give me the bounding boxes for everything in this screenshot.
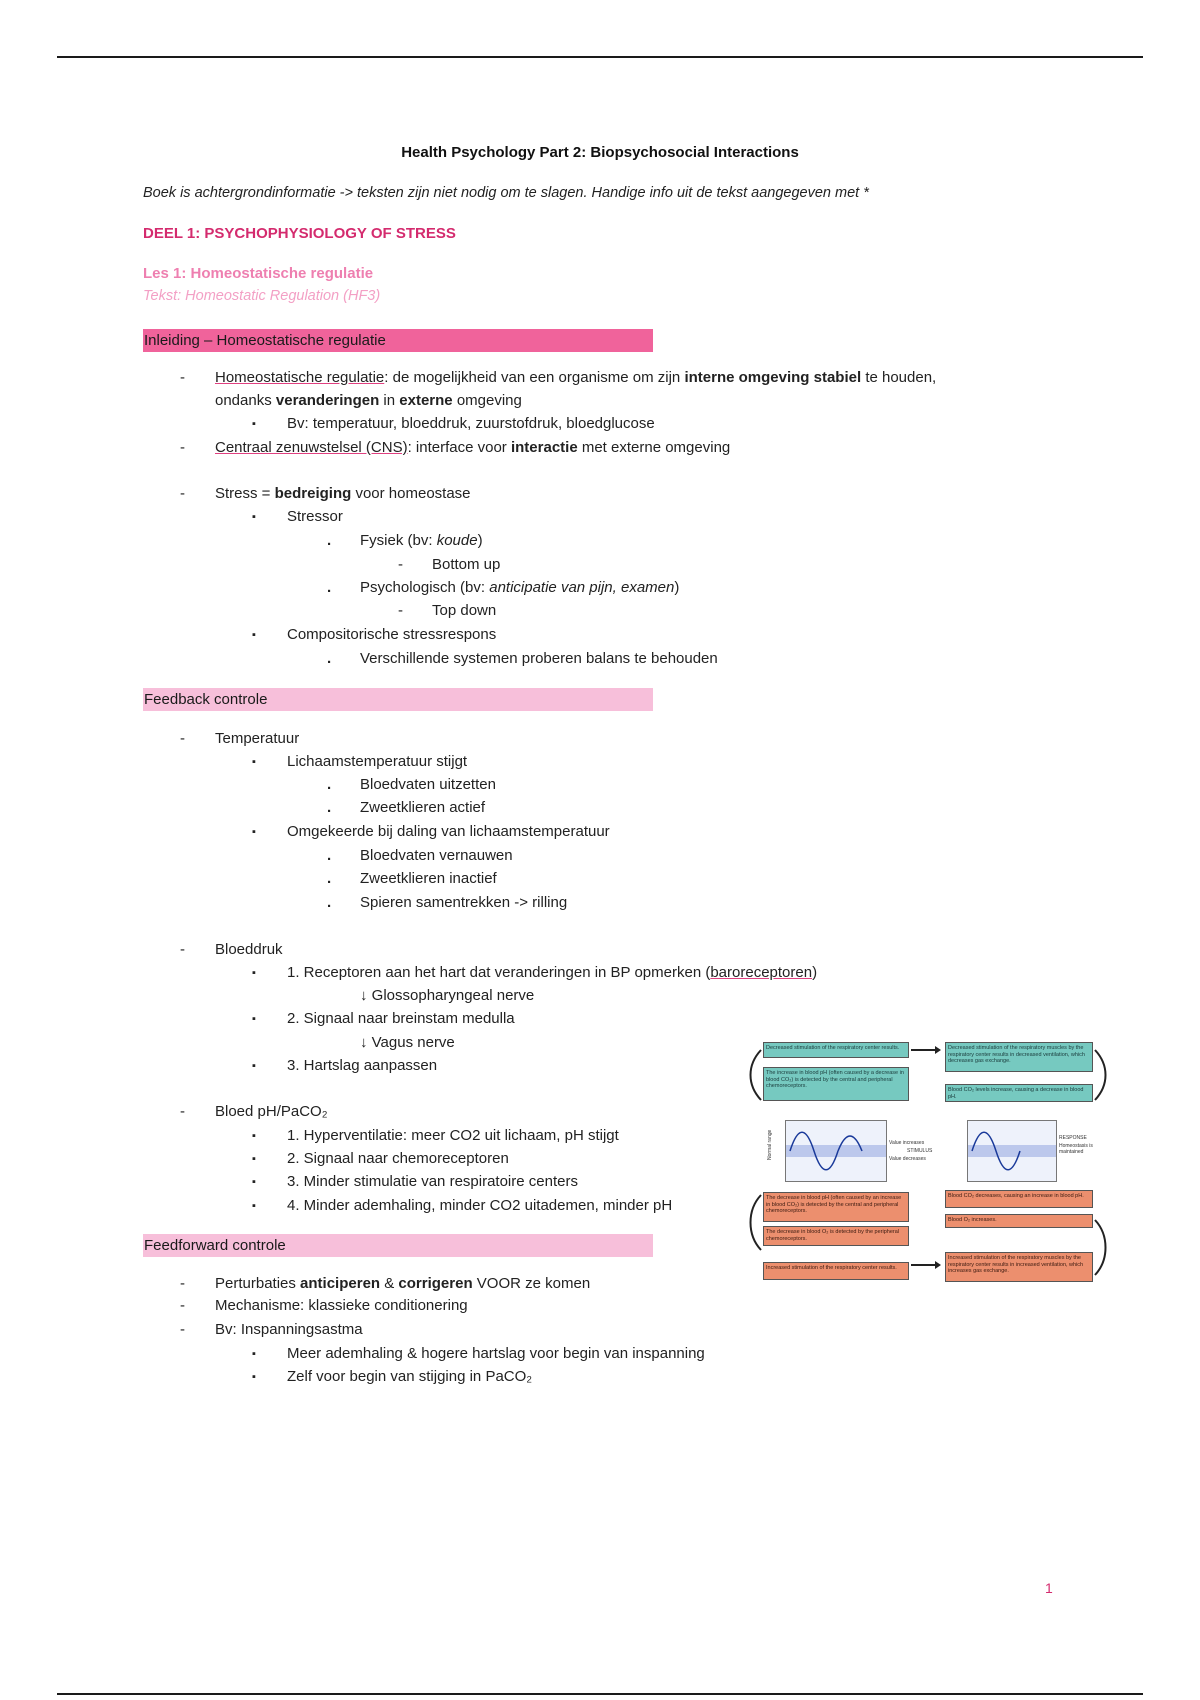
page-title: Health Psychology Part 2: Biopsychosocial Interactions <box>401 144 799 161</box>
fig-stimulus-label: STIMULUS <box>907 1148 933 1154</box>
top-down-item: Top down <box>432 602 497 619</box>
small-dash-marker: - <box>398 556 403 573</box>
bottom-rule <box>57 1693 1143 1695</box>
fig-box-orange-3: Increased stimulation of the respiratory center results. <box>763 1262 909 1280</box>
actief-item: Zweetklieren actief <box>360 799 486 816</box>
paco2-item: Zelf voor begin van stijging in PaCO₂ <box>287 1368 533 1385</box>
top-rule <box>57 56 1143 58</box>
fig-graph-right <box>967 1120 1057 1182</box>
ph2-item: 2. Signaal naar chemoreceptoren <box>287 1150 509 1167</box>
square-marker: ▪ <box>252 826 256 838</box>
example-item: Bv: temperatuur, bloeddruk, zuurstofdruk, bloedglucose <box>287 415 655 432</box>
dot-marker: . <box>327 870 332 887</box>
fig-box-teal-3: Decreased stimulation of the respiratory muscles by the respiratory center results in decreased ventilation, which decreases gas exchange. <box>945 1042 1093 1072</box>
omgekeerde-item: Omgekeerde bij daling van lichaamstemperatuur <box>287 823 610 840</box>
fig-box-orange-4: Blood CO₂ decreases, causing an increase in blood pH. <box>945 1190 1093 1208</box>
dot-marker: . <box>327 650 332 667</box>
ph1-item: 1. Hyperventilatie: meer CO2 uit lichaam, pH stijgt <box>287 1127 619 1144</box>
vagus-item: ↓ Vagus nerve <box>360 1034 455 1051</box>
fig-normal-range-label: Normal range <box>767 1129 773 1160</box>
fig-box-teal-2: The increase in blood pH (often caused by a decrease in blood CO₂) is detected by the central and peripheral chemoreceptors. <box>763 1067 909 1101</box>
dash-marker: - <box>180 485 185 502</box>
dash-marker: - <box>180 1321 185 1338</box>
fig-box-orange-1: The decrease in blood pH (often caused by an increase in blood CO₂) is detected by the central and peripheral chemoreceptors. <box>763 1192 909 1222</box>
ph4-item: 4. Minder ademhaling, minder CO2 uitademen, minder pH <box>287 1197 673 1214</box>
dot-marker: . <box>327 799 332 816</box>
stijgt-item: Lichaamstemperatuur stijgt <box>287 753 468 770</box>
dash-marker: - <box>180 941 185 958</box>
mechanisme-item: Mechanisme: klassieke conditionering <box>215 1297 468 1314</box>
dash-marker: - <box>180 369 185 386</box>
section-feedback: Feedback controle <box>143 688 653 711</box>
fig-box-orange-5: Blood O₂ increases. <box>945 1214 1093 1228</box>
inactief-item: Zweetklieren inactief <box>360 870 497 887</box>
square-marker: ▪ <box>252 1153 256 1165</box>
vernauwen-item: Bloedvaten vernauwen <box>360 847 513 864</box>
square-marker: ▪ <box>252 967 256 979</box>
dash-marker: - <box>180 730 185 747</box>
small-dash-marker: - <box>398 602 403 619</box>
inspanningsastma-item: Bv: Inspanningsastma <box>215 1321 363 1338</box>
square-marker: ▪ <box>252 1176 256 1188</box>
perturbaties-item: Perturbaties anticiperen & corrigeren VOOR ze komen <box>215 1275 591 1292</box>
square-marker: ▪ <box>252 1348 256 1360</box>
square-marker: ▪ <box>252 1130 256 1142</box>
dot-marker: . <box>327 847 332 864</box>
dot-marker: . <box>327 894 332 911</box>
square-marker: ▪ <box>252 1060 256 1072</box>
dash-marker: - <box>180 1103 185 1120</box>
fig-box-orange-6: Increased stimulation of the respiratory muscles by the respiratory center results in increased ventilation, which increases gas exchange. <box>945 1252 1093 1282</box>
fig-box-orange-2: The decrease in blood O₂ is detected by the peripheral chemoreceptors. <box>763 1226 909 1246</box>
ph3-item: 3. Minder stimulatie van respiratoire centers <box>287 1173 578 1190</box>
bp3-item: 3. Hartslag aanpassen <box>287 1057 438 1074</box>
compos-item: Compositorische stressrespons <box>287 626 497 643</box>
stressor-item: Stressor <box>287 508 343 525</box>
square-marker: ▪ <box>252 1013 256 1025</box>
section-feedforward: Feedforward controle <box>143 1234 653 1257</box>
homeostasis-definition-cont: ondanks veranderingen in externe omgeving <box>215 392 522 409</box>
square-marker: ▪ <box>252 1200 256 1212</box>
dash-marker: - <box>180 1275 185 1292</box>
square-marker: ▪ <box>252 418 256 430</box>
bp2-item: 2. Signaal naar breinstam medulla <box>287 1010 515 1027</box>
fig-value-dec-label: Value decreases <box>889 1156 926 1162</box>
dot-marker: . <box>327 532 332 549</box>
dash-marker: - <box>180 1297 185 1314</box>
square-marker: ▪ <box>252 756 256 768</box>
ph-item: Bloed pH/PaCO₂ <box>215 1103 328 1120</box>
verschillende-item: Verschillende systemen proberen balans te behouden <box>360 650 718 667</box>
rilling-item: Spieren samentrekken -> rilling <box>360 894 568 911</box>
fig-box-teal-4: Blood CO₂ levels increase, causing a decrease in blood pH. <box>945 1084 1093 1102</box>
meer-ademhaling-item: Meer ademhaling & hogere hartslag voor begin van inspanning <box>287 1345 705 1362</box>
psych-item: Psychologisch (bv: anticipatie van pijn, examen) <box>360 579 680 596</box>
square-marker: ▪ <box>252 1371 256 1383</box>
fig-graph-left <box>785 1120 887 1182</box>
dash-marker: - <box>180 439 185 456</box>
section-inleiding: Inleiding – Homeostatische regulatie <box>143 329 653 352</box>
homeostasis-figure <box>747 1040 1107 1296</box>
part-heading: DEEL 1: PSYCHOPHYSIOLOGY OF STRESS <box>143 225 456 242</box>
fig-homeostasis-label: Homeostasis is maintained <box>1059 1143 1093 1155</box>
lesson-heading: Les 1: Homeostatische regulatie <box>143 265 374 282</box>
intro-note: Boek is achtergrondinformatie -> teksten zijn niet nodig om te slagen. Handige info uit de tekst aangegeven met * <box>143 185 869 201</box>
page-number: 1 <box>1045 1580 1053 1596</box>
square-marker: ▪ <box>252 629 256 641</box>
text-reference: Tekst: Homeostatic Regulation (HF3) <box>143 288 381 304</box>
fig-box-teal-1: Decreased stimulation of the respiratory center results. <box>763 1042 909 1058</box>
fig-value-inc-label: Value increases <box>889 1140 925 1146</box>
cns-item: Centraal zenuwstelsel (CNS): interface voor interactie met externe omgeving <box>215 439 731 456</box>
dot-marker: . <box>327 776 332 793</box>
fig-response-label: RESPONSE <box>1059 1135 1087 1141</box>
stress-item: Stress = bedreiging voor homeostase <box>215 485 471 502</box>
fysiek-item: Fysiek (bv: koude) <box>360 532 483 549</box>
bloeddruk-item: Bloeddruk <box>215 941 283 958</box>
temperatuur-item: Temperatuur <box>215 730 300 747</box>
homeostasis-definition: Homeostatische regulatie: de mogelijkheid van een organisme om zijn interne omgeving stabiel te houden, <box>215 369 937 386</box>
uitzetten-item: Bloedvaten uitzetten <box>360 776 496 793</box>
dot-marker: . <box>327 579 332 596</box>
square-marker: ▪ <box>252 511 256 523</box>
bp1-item: 1. Receptoren aan het hart dat veranderingen in BP opmerken (baroreceptoren) <box>287 964 818 981</box>
glosso-item: ↓ Glossopharyngeal nerve <box>360 987 535 1004</box>
bottom-up-item: Bottom up <box>432 556 501 573</box>
